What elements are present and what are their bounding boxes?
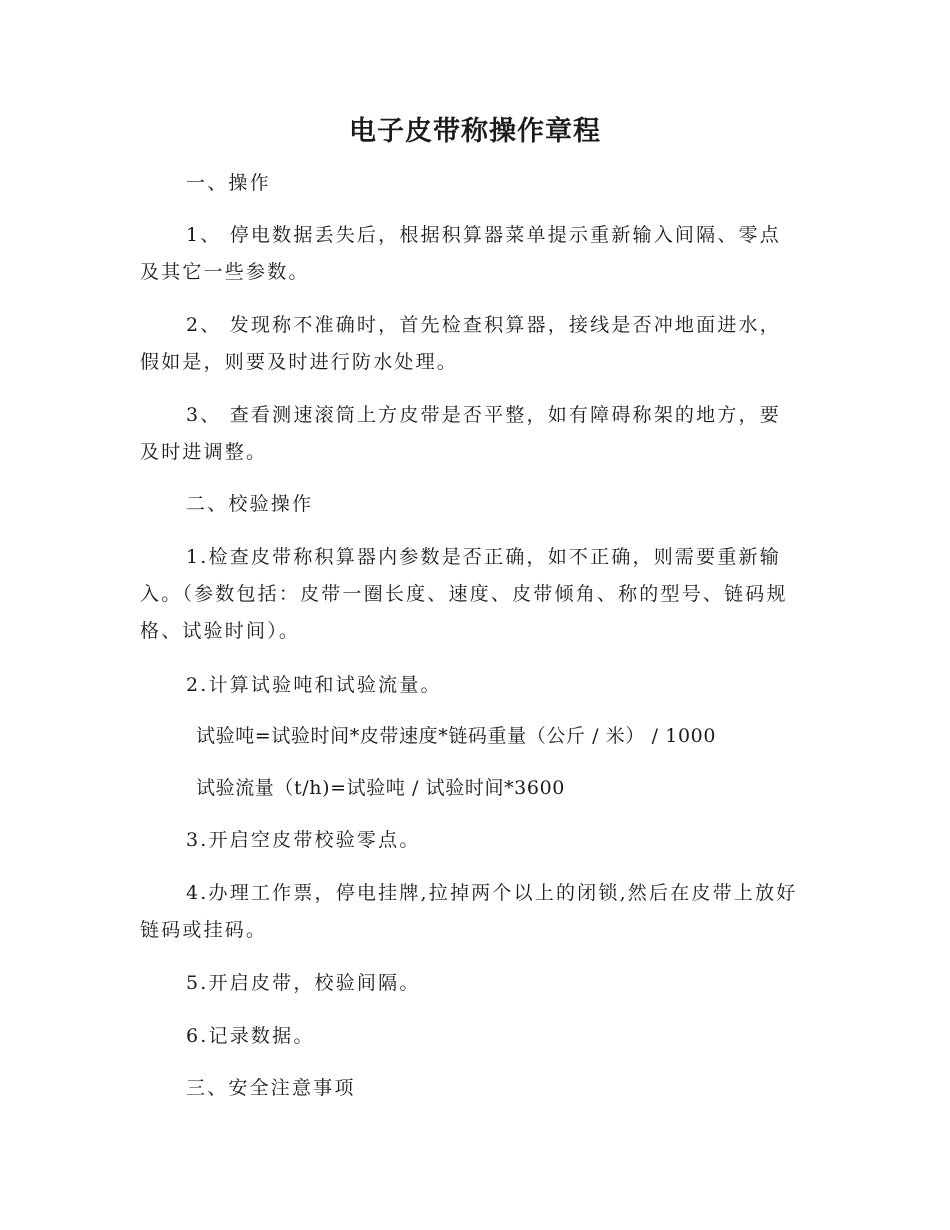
- paragraph-item-1: 1、 停电数据丢失后，根据积算器菜单提示重新输入间隔、零点及其它一些参数。: [140, 224, 781, 283]
- paragraph-step-3: 3.开启空皮带校验零点。: [186, 829, 421, 851]
- paragraph-step-5: 5.开启皮带，校验间隔。: [186, 972, 421, 994]
- paragraph-step-6: 6.记录数据。: [186, 1025, 315, 1047]
- section-heading-safety: 三、安全注意事项: [186, 1077, 356, 1099]
- paragraph-step-2: 2.计算试验吨和试验流量。: [186, 674, 442, 696]
- paragraph-step-1: 1.检查皮带称积算器内参数是否正确，如不正确，则需要重新输入。（参数包括：皮带一圈长度、速度、皮带倾角、称的型号、链码规格、试验时间）。: [140, 546, 788, 642]
- paragraph-item-3: 3、 查看测速滚筒上方皮带是否平整，如有障碍称架的地方，要及时进调整。: [140, 404, 781, 463]
- section-heading-operation: 一、操作: [186, 172, 271, 194]
- section-heading-calibration: 二、校验操作: [186, 493, 314, 515]
- document-title: 电子皮带称操作章程: [349, 116, 601, 147]
- paragraph-item-2: 2、 发现称不准确时，首先检查积算器，接线是否冲地面进水，假如是，则要及时进行防水处理。: [140, 314, 781, 373]
- formula-test-flow: 试验流量（t/h)=试验吨 / 试验时间*3600: [196, 777, 565, 799]
- formula-test-tonnage: 试验吨=试验时间*皮带速度*链码重量（公斤 / 米） / 1000: [196, 725, 717, 747]
- paragraph-step-4: 4.办理工作票，停电挂牌,拉掉两个以上的闭锁,然后在皮带上放好链码或挂码。: [140, 882, 798, 941]
